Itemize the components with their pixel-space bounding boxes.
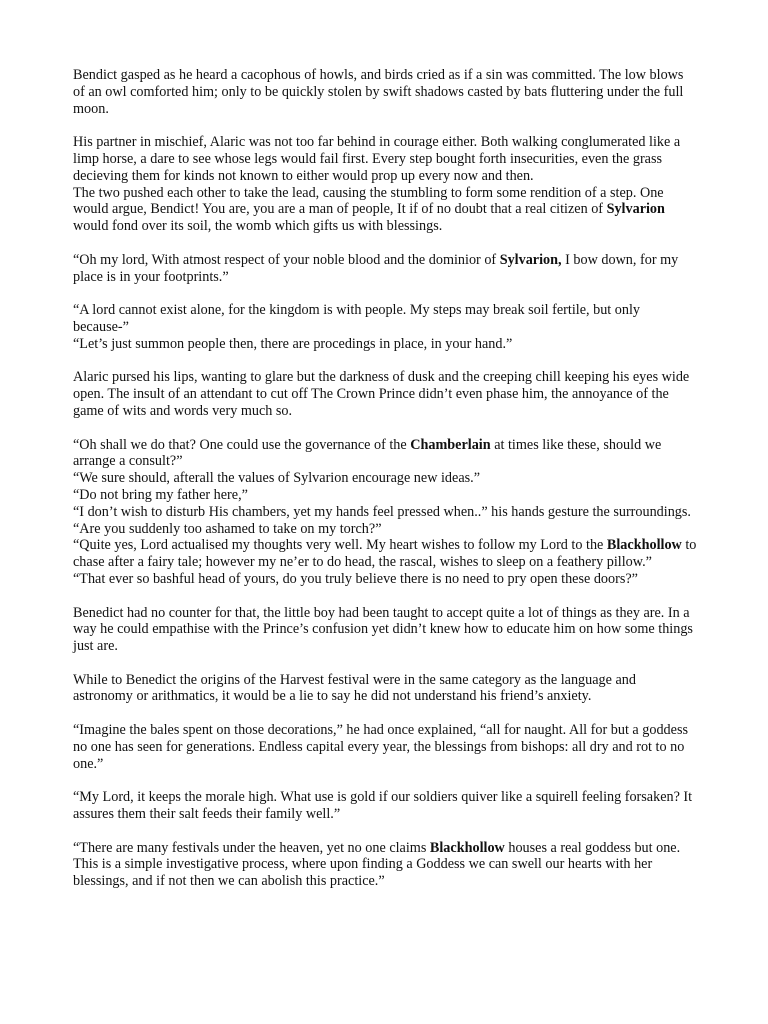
- text-segment: would fond over its soil, the womb which gifts us with blessings.: [73, 218, 443, 235]
- paragraph: [73, 252, 698, 286]
- text-line: [73, 605, 698, 655]
- text-line: [73, 571, 698, 588]
- bold-name: Chamberlain: [410, 436, 491, 453]
- text-line: [73, 672, 698, 706]
- text-segment: “Do not bring my father here,”: [73, 486, 248, 503]
- text-line: [73, 67, 698, 117]
- text-line: [73, 470, 698, 487]
- text-segment: I bow down, for my place is in your footprints.”: [73, 251, 679, 285]
- bold-name: Sylvarion,: [499, 251, 562, 268]
- text-segment: “Are you suddenly too ashamed to take on my torch?”: [73, 520, 382, 537]
- text-line: [73, 185, 698, 235]
- text-segment: “We sure should, afterall the values of Sylvarion encourage new ideas.”: [73, 470, 480, 487]
- text-line: [73, 840, 698, 890]
- text-segment: “Imagine the bales spent on those decorations,” he had once explained, “all for naught. All for but a goddess no one has seen for generations. Endless capital every year, the blessings from bishops: all dry and rot to no one.”: [73, 722, 688, 772]
- text-line: [73, 537, 698, 571]
- paragraph: [73, 840, 698, 890]
- text-segment: While to Benedict the origins of the Harvest festival were in the same category as the language and astronomy or arithmatics, it would be a lie to say he did not understand his friend’s anxiety.: [73, 671, 636, 705]
- paragraph: [73, 134, 698, 235]
- text-segment: to chase after a fairy tale; however my ne’er to do head, the rascal, wishes to sleep on a feathery pillow.”: [73, 537, 697, 571]
- text-line: [73, 722, 698, 772]
- text-line: [73, 521, 698, 538]
- text-segment: “Oh shall we do that? One could use the governance of the: [73, 436, 411, 453]
- text-segment: The two pushed each other to take the lead, causing the stumbling to form some rendition of a step. One would argue, Bendict! You are, you are a man of people, It if of no doubt that a real citizen of: [73, 184, 664, 218]
- bold-name: Blackhollow: [606, 537, 682, 554]
- document-page: [73, 67, 698, 890]
- paragraph: [73, 672, 698, 706]
- paragraph: [73, 67, 698, 117]
- paragraph: [73, 302, 698, 352]
- bold-name: Sylvarion: [606, 201, 665, 218]
- text-line: [73, 789, 698, 823]
- paragraph: [73, 369, 698, 419]
- text-segment: “Oh my lord, With atmost respect of your noble blood and the dominior of: [73, 251, 500, 268]
- text-segment: “Quite yes, Lord actualised my thoughts very well. My heart wishes to follow my Lord to the: [73, 537, 607, 554]
- text-segment: “Let’s just summon people then, there are procedings in place, in your hand.”: [73, 335, 513, 352]
- text-line: [73, 504, 698, 521]
- text-segment: “That ever so bashful head of yours, do you truly believe there is no need to pry open these doors?”: [73, 570, 638, 587]
- paragraph: [73, 605, 698, 655]
- text-segment: “A lord cannot exist alone, for the kingdom is with people. My steps may break soil fertile, but only because-”: [73, 302, 640, 335]
- text-segment: at times like these, should we arrange a consult?”: [73, 436, 662, 470]
- paragraph: [73, 789, 698, 823]
- text-line: [73, 437, 698, 471]
- text-segment: Benedict had no counter for that, the little boy had been taught to accept quite a lot of things as they are. In a way he could empathise with the Prince’s confusion yet didn’t knew how to educate him on how some things just are.: [73, 604, 693, 655]
- bold-name: Blackhollow: [429, 839, 505, 856]
- text-line: [73, 369, 698, 419]
- text-segment: “I don’t wish to disturb His chambers, yet my hands feel pressed when..” his hands gesture the surroundings.: [73, 503, 691, 520]
- text-line: [73, 302, 698, 336]
- text-segment: His partner in mischief, Alaric was not too far behind in courage either. Both walking conglumerated like a limp horse, a dare to see whose legs would fail first. Every step bought forth insecurities, even the grass decieving them for kinds not known to either would prop up every now and then.: [73, 134, 681, 184]
- text-segment: “My Lord, it keeps the morale high. What use is gold if our soldiers quiver like a squirell feeling forsaken? It assures them their salt feeds their family well.”: [73, 789, 693, 823]
- text-line: [73, 336, 698, 353]
- text-line: [73, 487, 698, 504]
- text-segment: “There are many festivals under the heaven, yet no one claims: [73, 839, 430, 856]
- text-segment: Bendict gasped as he heard a cacophous of howls, and birds cried as if a sin was committed. The low blows of an owl comforted him; only to be quickly stolen by swift shadows casted by bats fluttering under the full moon.: [73, 67, 684, 117]
- text-segment: houses a real goddess but one. This is a simple investigative process, where upon finding a Goddess we can swell our hearts with her blessings, and if not then we can abolish this practice.”: [73, 839, 681, 890]
- text-line: [73, 134, 698, 184]
- paragraph: [73, 437, 698, 588]
- text-line: [73, 252, 698, 286]
- paragraph: [73, 722, 698, 772]
- text-segment: Alaric pursed his lips, wanting to glare but the darkness of dusk and the creeping chill keeping his eyes wide open. The insult of an attendant to cut off The Crown Prince didn’t even phase him, the annoyance of the game of wits and words very much so.: [73, 369, 690, 419]
